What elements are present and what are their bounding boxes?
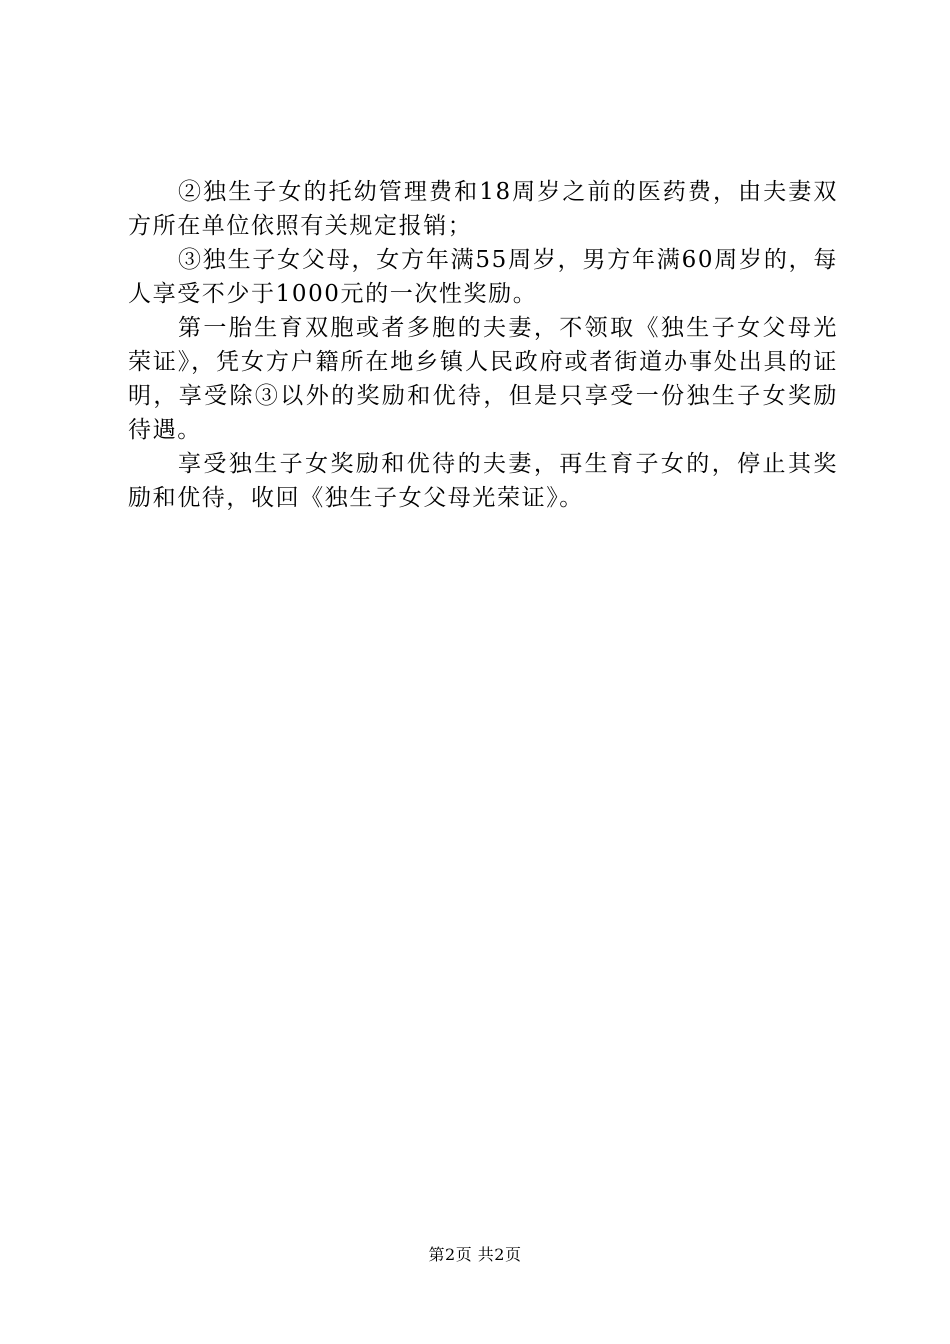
paragraph-medical-expenses: ②独生子女的托幼管理费和18周岁之前的医药费，由夫妻双方所在单位依照有关规定报销； xyxy=(128,179,838,239)
paragraph-twins-policy: 第一胎生育双胞或者多胞的夫妻，不领取《独生子女父母光荣证》，凭女方户籍所在地乡镇人民政府或者街道办事处出具的证明，享受除③以外的奖励和优待，但是只享受一份独生子女奖励待遇。 xyxy=(128,315,838,443)
paragraph-parent-reward: ③独生子女父母，女方年满55周岁，男方年满60周岁的，每人享受不少于1000元的一次性奖励。 xyxy=(128,247,838,307)
paragraph-reward-termination: 享受独生子女奖励和优待的夫妻，再生育子女的，停止其奖励和优待，收回《独生子女父母光荣证》。 xyxy=(128,451,838,511)
document-body xyxy=(128,175,838,515)
page-footer: 第2页 共2页 xyxy=(428,1245,522,1264)
